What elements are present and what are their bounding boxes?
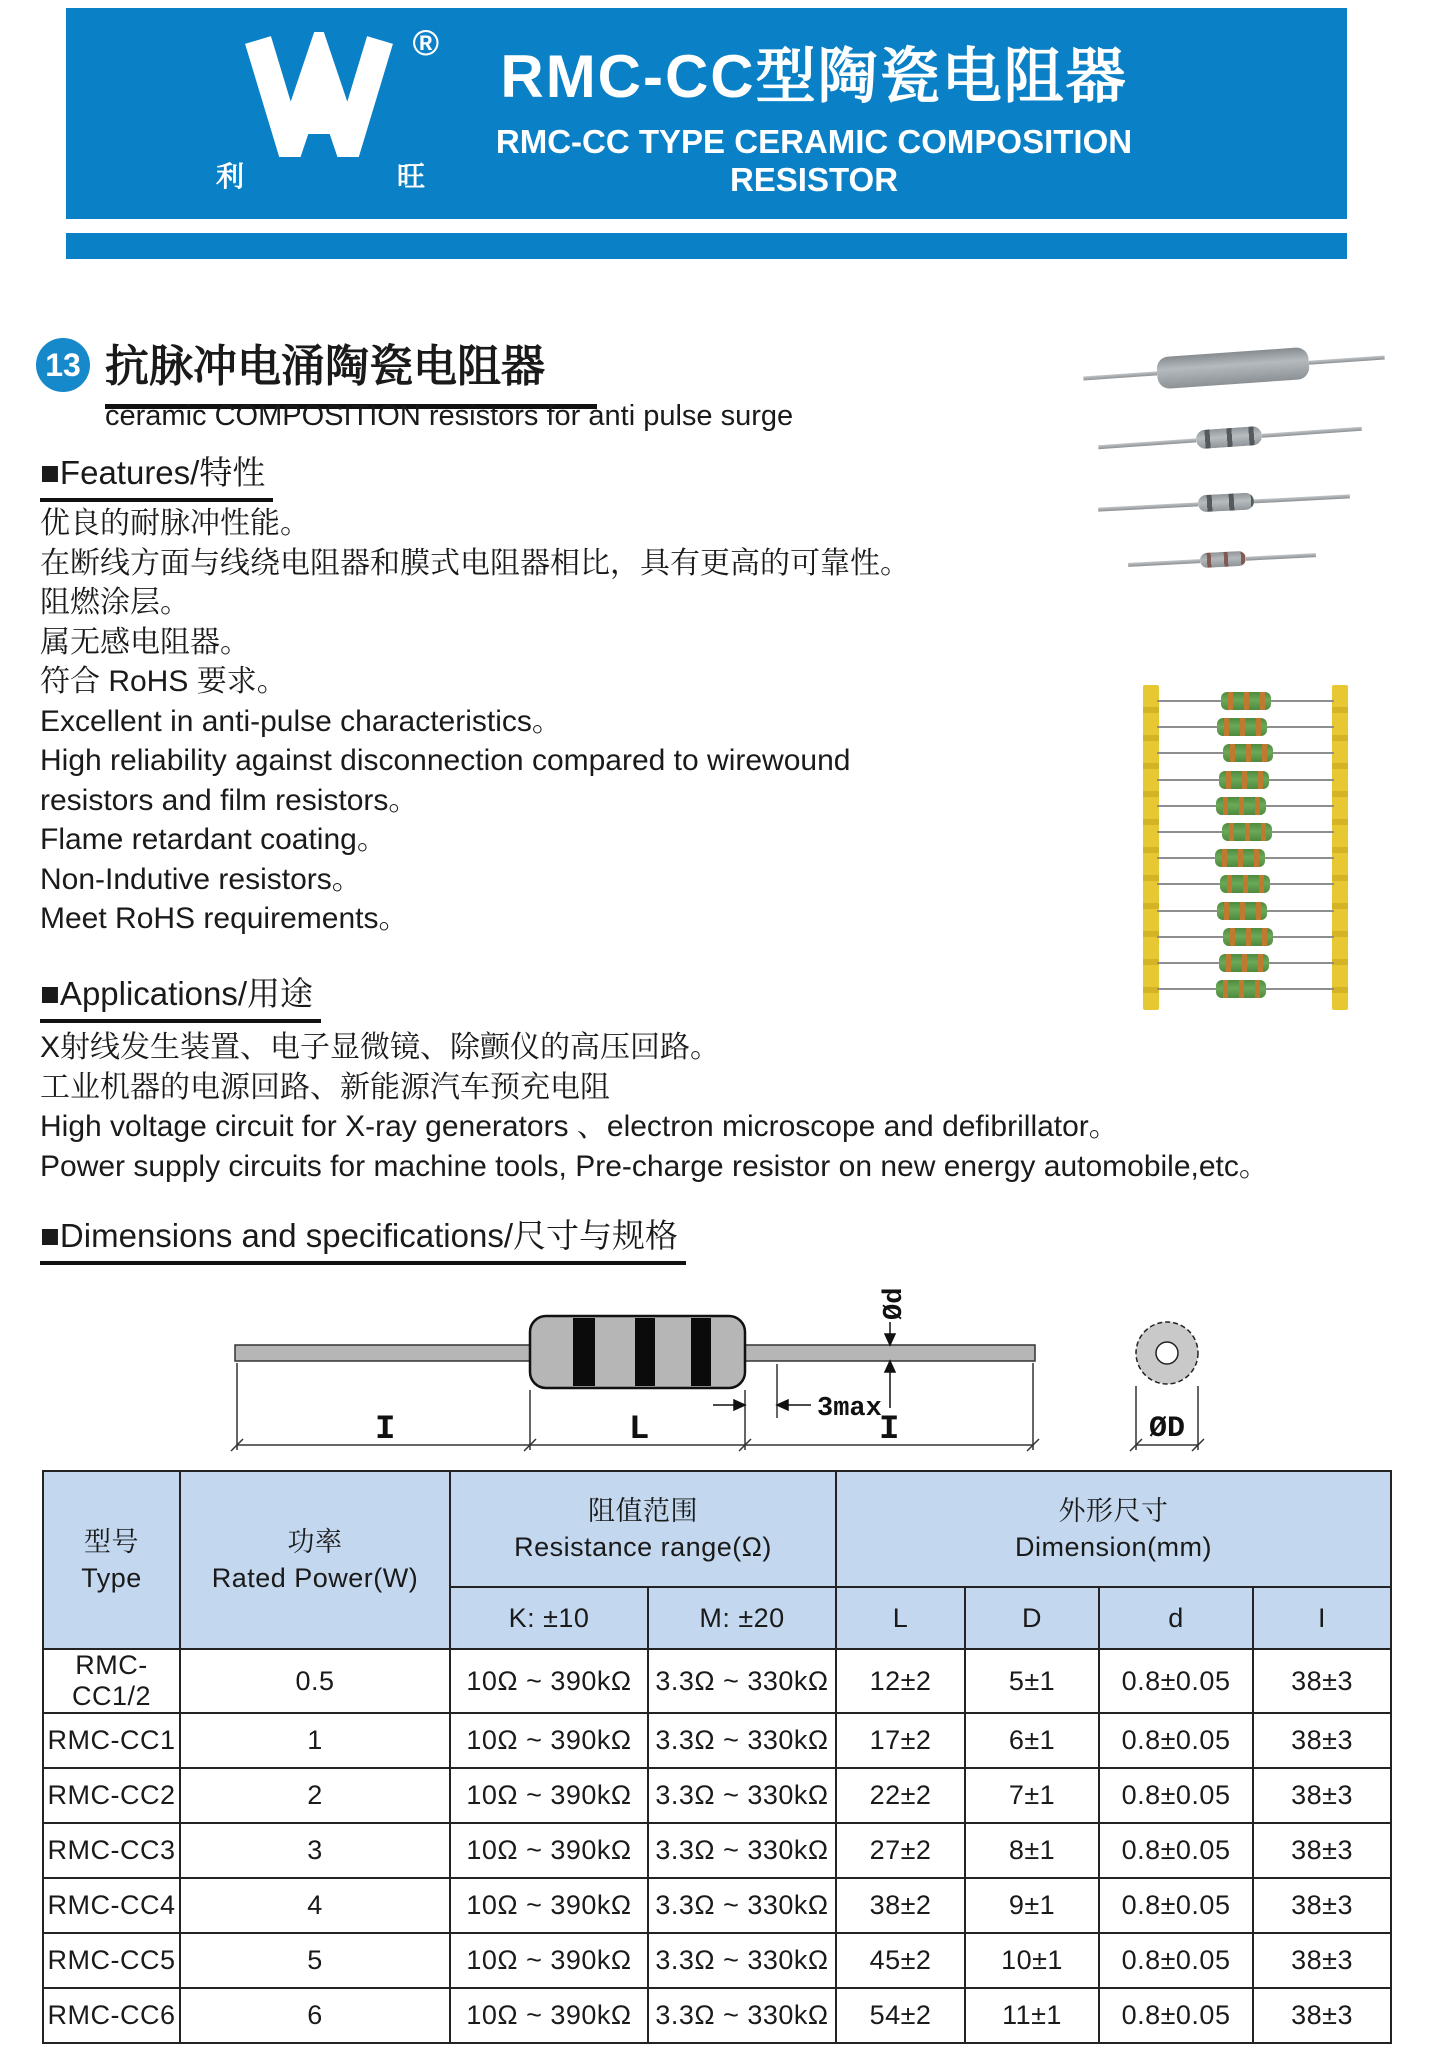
resistor-body (1198, 492, 1255, 512)
table-cell: 0.8±0.05 (1099, 1713, 1253, 1768)
header-band (66, 8, 1347, 219)
drawing-band (635, 1318, 655, 1386)
col-header-resistance-zh: 阻值范围 (588, 1495, 698, 1526)
dim-label-lead-left: I (375, 1411, 396, 1449)
page-title-en: RMC-CC TYPE CERAMIC COMPOSITION RESISTOR (495, 122, 1133, 198)
feature-line: Meet RoHS requirements。 (40, 902, 409, 935)
table-cell: 9±1 (965, 1878, 1099, 1933)
table-cell: 6±1 (965, 1713, 1099, 1768)
features-heading: ■Features/特性 (40, 447, 273, 502)
table-cell: 38±3 (1253, 1933, 1391, 1988)
green-resistor-row (1143, 717, 1348, 737)
table-cell: 0.8±0.05 (1099, 1823, 1253, 1878)
col-header-type-zh: 型号 (84, 1526, 139, 1557)
feature-line: 属无感电阻器。 (40, 625, 250, 659)
dim-label-body-length: L (629, 1411, 650, 1449)
table-cell: 1 (180, 1713, 450, 1768)
resistor-lead (1254, 494, 1350, 503)
drawing-lead-right (745, 1345, 1035, 1361)
col-header-power-en: Rated Power(W) (211, 1563, 419, 1593)
resistor-lead (1098, 438, 1196, 449)
feature-line: Excellent in anti-pulse characteristics。 (40, 704, 562, 738)
section-subtitle: ceramic COMPOSITION resistors for anti pulse surge (105, 400, 794, 432)
green-resistor-row (1143, 822, 1348, 842)
table-cell: 38±3 (1253, 1649, 1391, 1713)
table-cell: 3.3Ω ~ 330kΩ (648, 1649, 836, 1713)
applications-heading: ■Applications/用途 (40, 968, 321, 1023)
band-margin-callout (713, 1400, 811, 1410)
resistor-body (1223, 744, 1273, 762)
table-cell: 38±3 (1253, 1823, 1391, 1878)
table-cell: 17±2 (836, 1713, 965, 1768)
subcol-D: D (965, 1587, 1099, 1649)
green-resistor-row (1143, 901, 1348, 921)
resistor-photo-small (1098, 487, 1351, 517)
resistor-body (1219, 771, 1269, 789)
feature-line: 优良的耐脉冲性能。 (40, 507, 310, 540)
table-cell: RMC-CC4 (43, 1878, 180, 1933)
table-cell: 5 (180, 1933, 450, 1988)
resistor-body (1220, 875, 1270, 893)
col-header-type (43, 1471, 180, 1649)
green-resistor-row (1143, 874, 1348, 894)
drawing-band (691, 1318, 711, 1386)
feature-line: Flame retardant coating。 (40, 823, 387, 856)
subcol-d: d (1099, 1587, 1253, 1649)
resistor-body (1200, 551, 1247, 568)
dimension-drawing (165, 1278, 1335, 1473)
drawing-lead-left (235, 1345, 530, 1361)
resistor-body (1195, 426, 1262, 450)
table-cell: 4 (180, 1878, 450, 1933)
header-stripe (66, 233, 1347, 259)
table-row (43, 1988, 1391, 2043)
drawing-band (573, 1318, 595, 1386)
dim-label-outer-diameter: ØD (1148, 1412, 1186, 1446)
subcol-L: L (836, 1587, 965, 1649)
section-number-badge: 13 (36, 338, 90, 392)
green-resistor-row (1143, 979, 1348, 999)
col-header-type-en: Type (81, 1563, 142, 1593)
application-line: X射线发生装置、电子显微镜、除颤仪的高压回路。 (40, 1031, 721, 1064)
table-cell: 3.3Ω ~ 330kΩ (648, 1713, 836, 1768)
col-header-dimension-zh: 外形尺寸 (1058, 1495, 1169, 1526)
registered-mark-icon: ® (412, 22, 439, 63)
end-view-hole (1156, 1342, 1178, 1364)
brand-logo (216, 22, 439, 201)
table-cell: 6 (180, 1988, 450, 2043)
table-cell: 10Ω ~ 390kΩ (450, 1768, 648, 1823)
resistor-body (1223, 928, 1273, 946)
table-cell: 38±3 (1253, 1988, 1391, 2043)
resistor-body (1222, 823, 1272, 841)
col-header-power (180, 1471, 450, 1649)
brand-w-icon (244, 32, 394, 157)
green-resistor-row (1143, 691, 1348, 711)
application-line: 工业机器的电源回路、新能源汽车预充电阻 (40, 1070, 610, 1104)
dim-label-band-margin: 3max (817, 1394, 882, 1424)
table-cell: 38±3 (1253, 1713, 1391, 1768)
table-cell: 12±2 (836, 1649, 965, 1713)
applications-text (40, 1028, 1269, 1186)
table-cell: RMC-CC5 (43, 1933, 180, 1988)
resistor-body (1221, 692, 1271, 710)
col-header-resistance (450, 1471, 836, 1587)
table-cell: 3.3Ω ~ 330kΩ (648, 1988, 836, 2043)
resistor-body (1215, 849, 1265, 867)
col-header-resistance-en: Resistance range(Ω) (514, 1532, 772, 1562)
section-title: 抗脉冲电涌陶瓷电阻器 (105, 330, 597, 409)
feature-line: 阻燃涂层。 (40, 586, 190, 619)
feature-line: High reliability against disconnection compared to wirewound (40, 744, 851, 777)
table-row (43, 1878, 1391, 1933)
feature-line: Non-Indutive resistors。 (40, 862, 362, 896)
resistor-lead (1246, 553, 1316, 561)
table-cell: 3.3Ω ~ 330kΩ (648, 1768, 836, 1823)
table-cell: 3.3Ω ~ 330kΩ (648, 1823, 836, 1878)
table-cell: 22±2 (836, 1768, 965, 1823)
table-row (43, 1768, 1391, 1823)
table-cell: 0.8±0.05 (1099, 1933, 1253, 1988)
table-row (43, 1933, 1391, 1988)
feature-line: 在断线方面与线绕电阻器和膜式电阻器相比，具有更高的可靠性。 (40, 546, 910, 580)
features-text (40, 504, 910, 939)
table-cell: 3.3Ω ~ 330kΩ (648, 1878, 836, 1933)
table-cell: 0.5 (180, 1649, 450, 1713)
green-resistor-row (1143, 927, 1348, 947)
resistor-photo-tiny (1128, 547, 1317, 572)
resistor-lead (1262, 426, 1362, 437)
green-resistor-row (1143, 770, 1348, 790)
resistor-body (1217, 902, 1267, 920)
lead-diameter-callout (885, 1322, 895, 1408)
resistor-body (1219, 954, 1269, 972)
table-row (43, 1713, 1391, 1768)
col-header-dimension (836, 1471, 1391, 1587)
table-cell: 10Ω ~ 390kΩ (450, 1823, 648, 1878)
table-cell: 5±1 (965, 1649, 1099, 1713)
feature-line: 符合 RoHS 要求。 (40, 665, 287, 698)
table-cell: RMC-CC1/2 (43, 1649, 180, 1713)
table-row (43, 1649, 1391, 1713)
table-cell: 38±2 (836, 1878, 965, 1933)
table-cell: 38±3 (1253, 1878, 1391, 1933)
subcol-tolerance-m: M: ±20 (648, 1587, 836, 1649)
table-cell: RMC-CC3 (43, 1823, 180, 1878)
resistor-photo-large (1082, 342, 1385, 395)
logo-text-left: 利 (216, 161, 245, 192)
header-titles (431, 29, 1347, 199)
resistor-lead (1083, 371, 1157, 380)
table-cell: 10±1 (965, 1933, 1099, 1988)
table-cell: RMC-CC2 (43, 1768, 180, 1823)
resistor-body (1156, 347, 1310, 390)
table-cell: 8±1 (965, 1823, 1099, 1878)
table-cell: 45±2 (836, 1933, 965, 1988)
table-cell: 0.8±0.05 (1099, 1878, 1253, 1933)
resistor-body (1216, 797, 1266, 815)
feature-line: resistors and film resistors。 (40, 783, 419, 817)
table-cell: 0.8±0.05 (1099, 1768, 1253, 1823)
resistor-lead (1309, 355, 1385, 364)
table-cell: 10Ω ~ 390kΩ (450, 1649, 648, 1713)
resistor-body (1217, 718, 1267, 736)
table-cell: 38±3 (1253, 1768, 1391, 1823)
dim-label-lead-right: I (879, 1411, 900, 1449)
application-line: Power supply circuits for machine tools, Pre-charge resistor on new energy automobile,etc。 (40, 1149, 1269, 1183)
table-cell: 10Ω ~ 390kΩ (450, 1878, 648, 1933)
resistor-body (1216, 980, 1266, 998)
green-resistor-row (1143, 796, 1348, 816)
page-title-zh: RMC-CC型陶瓷电阻器 (500, 42, 1128, 110)
dimensions-heading: ■Dimensions and specifications/尺寸与规格 (40, 1210, 686, 1265)
subcol-tolerance-k: K: ±10 (450, 1587, 648, 1649)
table-cell: RMC-CC1 (43, 1713, 180, 1768)
table-cell: 3 (180, 1823, 450, 1878)
table-cell: 10Ω ~ 390kΩ (450, 1933, 648, 1988)
spec-table (42, 1470, 1392, 2044)
table-cell: 10Ω ~ 390kΩ (450, 1713, 648, 1768)
col-header-dimension-en: Dimension(mm) (1015, 1532, 1213, 1562)
table-cell: 27±2 (836, 1823, 965, 1878)
col-header-power-zh: 功率 (287, 1526, 343, 1557)
table-cell: RMC-CC6 (43, 1988, 180, 2043)
table-cell: 54±2 (836, 1988, 965, 2043)
table-cell: 11±1 (965, 1988, 1099, 2043)
green-resistor-row (1143, 848, 1348, 868)
logo-text-right: 旺 (396, 161, 425, 192)
table-row (43, 1823, 1391, 1878)
table-cell: 10Ω ~ 390kΩ (450, 1988, 648, 2043)
table-cell: 0.8±0.05 (1099, 1988, 1253, 2043)
table-cell: 2 (180, 1768, 450, 1823)
spec-table-body (43, 1649, 1391, 2043)
table-cell: 0.8±0.05 (1099, 1649, 1253, 1713)
table-cell: 7±1 (965, 1768, 1099, 1823)
green-resistor-row (1143, 953, 1348, 973)
green-resistor-row (1143, 743, 1348, 763)
table-cell: 3.3Ω ~ 330kΩ (648, 1933, 836, 1988)
subcol-I: I (1253, 1587, 1391, 1649)
application-line: High voltage circuit for X-ray generators 、electron microscope and defibrillator。 (40, 1110, 1119, 1143)
resistor-lead (1128, 559, 1200, 567)
resistor-photo-medium (1098, 419, 1363, 456)
green-resistor-pack-photo (1143, 685, 1348, 1010)
dim-label-lead-diameter: Ød (880, 1287, 910, 1320)
resistor-lead (1098, 502, 1198, 511)
